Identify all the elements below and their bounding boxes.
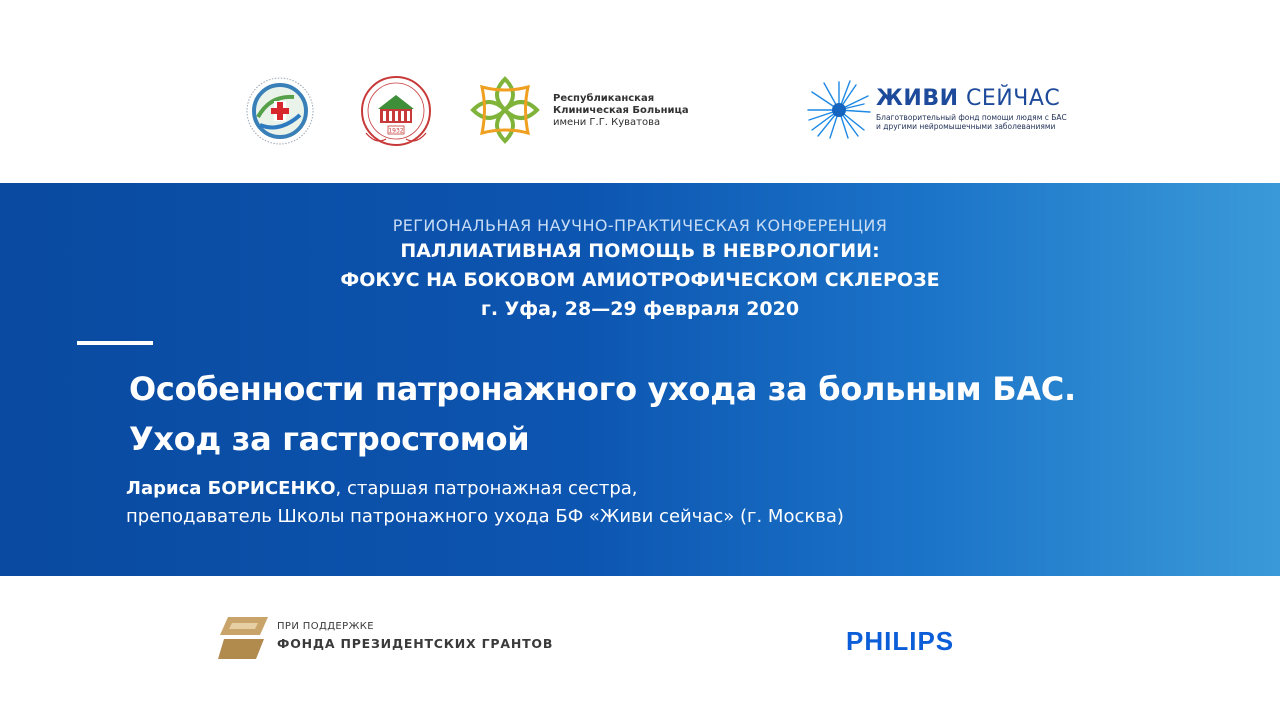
zhivi-seichas-burst-logo-icon	[806, 80, 872, 140]
speaker-name: Лариса БОРИСЕНКО	[126, 478, 336, 499]
philips-logo: PHILIPS	[846, 626, 955, 656]
footer-sponsors	[0, 576, 1280, 720]
presidential-grants-logo-icon	[218, 615, 270, 661]
rkb-line-2: Клиническая Больница	[553, 105, 689, 116]
grant-fund-name: ФОНДА ПРЕЗИДЕНТСКИХ ГРАНТОВ	[277, 636, 554, 651]
hospital-year-text: 1932	[388, 127, 404, 135]
zhivi-title	[876, 86, 1060, 112]
rkb-knot-logo-icon	[469, 75, 541, 145]
ministry-emblem-icon	[240, 75, 320, 147]
zhivi-title-bold: ЖИВИ	[876, 86, 959, 111]
speaker-line-2: преподаватель Школы патронажного ухода БФ «Живи сейчас» (г. Москва)	[126, 506, 844, 527]
talk-title-line-2: Уход за гастростомой	[129, 420, 530, 458]
rkb-line-3: имени Г.Г. Куватова	[553, 117, 661, 128]
hospital-1932-emblem-icon	[356, 73, 436, 151]
conference-place-date: г. Уфа, 28—29 февраля 2020	[480, 298, 800, 320]
zhivi-sub-line-1: Благотворительный фонд помощи людям с БАС	[876, 113, 1067, 122]
header-logos-area	[0, 0, 1280, 183]
divider-line	[77, 341, 153, 345]
zhivi-title-light: СЕЙЧАС	[966, 86, 1061, 111]
grant-support-label: ПРИ ПОДДЕРЖКЕ	[277, 621, 374, 632]
conference-title-line-1: ПАЛЛИАТИВНАЯ ПОМОЩЬ В НЕВРОЛОГИИ:	[400, 240, 880, 262]
rkb-line-1: Республиканская	[553, 93, 655, 104]
zhivi-sub-line-2: и другими нейромышечными заболеваниями	[876, 122, 1056, 131]
speaker-line-1	[126, 478, 638, 499]
speaker-role: , старшая патронажная сестра,	[335, 478, 638, 499]
rkb-name	[553, 93, 689, 129]
conference-title-line-2: ФОКУС НА БОКОВОМ АМИОТРОФИЧЕСКОМ СКЛЕРОЗЕ	[340, 269, 940, 291]
talk-title-line-1: Особенности патронажного ухода за больным БАС.	[129, 370, 1076, 408]
conference-kind: РЕГИОНАЛЬНАЯ НАУЧНО-ПРАКТИЧЕСКАЯ КОНФЕРЕНЦИЯ	[392, 216, 888, 235]
zhivi-subtitle	[876, 113, 1067, 131]
